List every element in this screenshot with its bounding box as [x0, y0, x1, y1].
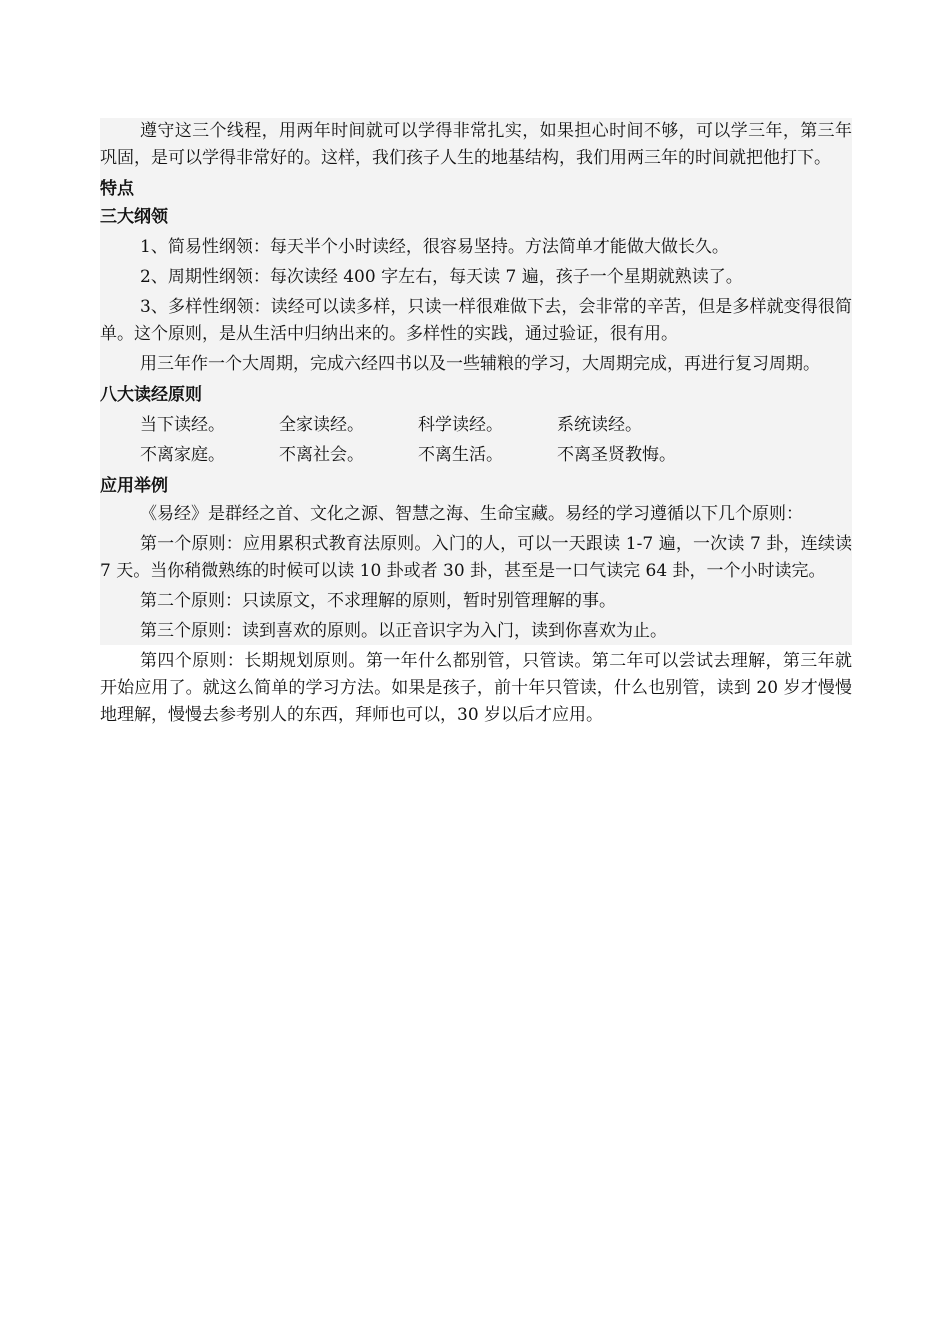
principle-item: 全家读经。	[279, 415, 364, 435]
principle-first: 第一个原则：应用累积式教育法原则。入门的人，可以一天跟读 1-7 遍，一次读 7 卦，连续读 7 天。当你稍微熟练的时候可以读 10 卦或者 30 卦，甚至是一口气读完 64 卦，一个小时读完。	[100, 534, 852, 581]
outline-item-1: 1、简易性纲领：每天半个小时读经，很容易坚持。方法简单才能做大做长久。	[140, 237, 729, 257]
examples-intro: 《易经》是群经之首、文化之源、智慧之海、生命宝藏。易经的学习遵循以下几个原则：	[140, 504, 803, 524]
principle-second: 第二个原则：只读原文，不求理解的原则，暂时别管理解的事。	[140, 591, 616, 611]
section-heading-features: 特点	[100, 179, 134, 199]
principle-item: 科学读经。	[418, 415, 503, 435]
section-heading-principles: 八大读经原则	[100, 385, 202, 405]
outline-item-2: 2、周期性纲领：每次读经 400 字左右，每天读 7 遍，孩子一个星期就熟读了。	[140, 267, 743, 287]
principle-third: 第三个原则：读到喜欢的原则。以正音识字为入门，读到你喜欢为止。	[140, 621, 667, 641]
principle-item: 不离圣贤教悔。	[557, 445, 676, 465]
principle-item: 不离生活。	[418, 445, 503, 465]
subheading-three-outlines: 三大纲领	[100, 207, 168, 227]
document-page	[100, 118, 852, 729]
principles-row-2	[100, 442, 852, 469]
principle-fourth: 第四个原则：长期规划原则。第一年什么都别管，只管读。第二年可以尝试去理解，第三年就开始应用了。就这么简单的学习方法。如果是孩子，前十年只管读，什么也别管，读到 20 岁才慢慢地理解，慢慢去参考别人的东西，拜师也可以，30 岁以后才应用。	[100, 651, 852, 725]
shaded-block	[100, 118, 852, 645]
cycle-paragraph: 用三年作一个大周期，完成六经四书以及一些辅粮的学习，大周期完成，再进行复习周期。	[140, 354, 820, 374]
principle-item: 不离社会。	[279, 445, 364, 465]
principle-item: 当下读经。	[140, 415, 225, 435]
unshaded-block	[100, 648, 852, 729]
intro-paragraph: 遵守这三个线程，用两年时间就可以学得非常扎实，如果担心时间不够，可以学三年，第三年巩固，是可以学得非常好的。这样，我们孩子人生的地基结构，我们用两三年的时间就把他打下。	[100, 121, 852, 168]
outline-item-3: 3、多样性纲领：读经可以读多样，只读一样很难做下去，会非常的辛苦，但是多样就变得很简单。这个原则，是从生活中归纳出来的。多样性的实践，通过验证，很有用。	[100, 297, 852, 344]
principles-row-1	[100, 412, 852, 439]
principle-item: 不离家庭。	[140, 445, 225, 465]
principle-item: 系统读经。	[557, 415, 642, 435]
section-heading-examples: 应用举例	[100, 476, 168, 496]
